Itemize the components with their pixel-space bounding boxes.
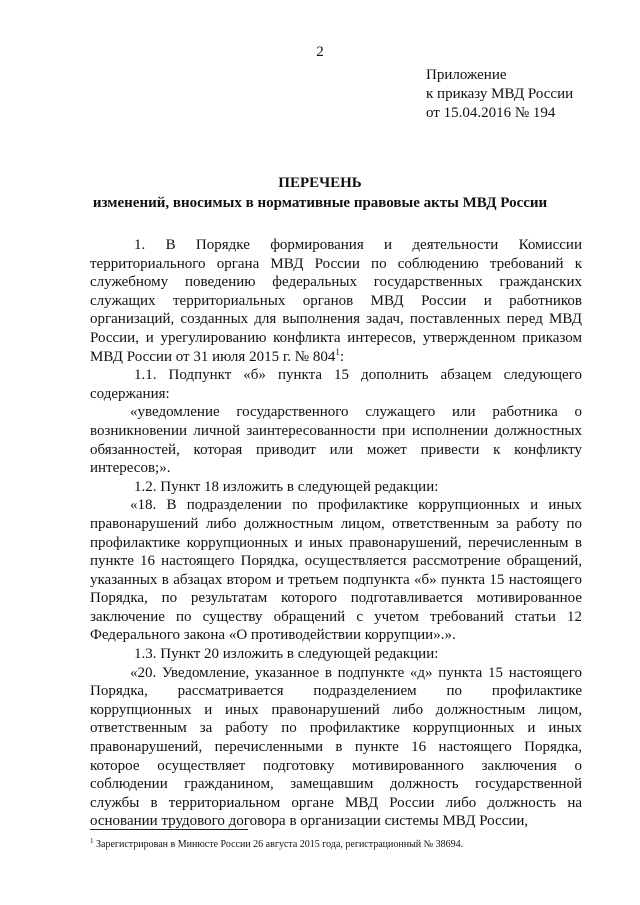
title-subheading: изменений, вносимых в нормативные правовые акты МВД России [92,195,548,211]
paragraph-quote-item-18: «18. В подразделении по профилактике коррупционных и иных правонарушений либо должностным лицом, ответственным за работу по профилактике коррупционных и иных правонарушений, перечисленным в пункте 16 настоящего Порядка, осуществляется рассмотрение обращений, указанных в абзацах втором и третьем подпункта «б» пункта 15 настоящего Порядка, по результатам которого подготавливается мотивированное заключение по существу обращений с учетом требований статьи 12 Федерального закона «О противодействии коррупции».». [90,497,582,644]
page-number: 2 [316,44,324,60]
appendix-label: Приложение [426,67,507,83]
footnote-text: Зарегистрирован в Минюсте России 26 августа 2015 года, регистрационный № 38694. [96,839,464,850]
paragraph-quote-notification: «уведомление государственного служащего или работника о возникновении личной заинтересованности при исполнении должностных обязанностей, которая приводит или может привести к конфликту интересов;». [90,404,582,477]
footnote-reference: 1 [335,346,340,357]
title-heading: ПЕРЕЧЕНЬ [278,175,362,191]
document-title [0,173,640,213]
appendix-block [426,66,573,123]
footnote [90,838,580,851]
paragraph-quote-item-20: «20. Уведомление, указанное в подпункте «д» пункта 15 настоящего Порядка, рассматривается подразделением по профилактике коррупционных и иных правонарушений либо должностным лицом, ответственным за работу по профилактике коррупционных и иных правонарушений, перечисленными в пункте 16 настоящего Порядка, которое осуществляет подготовку мотивированного заключения о соблюдении гражданином, замещавшим должность государственной службы в территориальном органе МВД России либо должность на основании трудового договора в организации системы МВД России, [90,664,582,830]
appendix-order-reference: к приказу МВД России [426,86,574,102]
document-body [90,236,582,831]
footnote-marker: 1 [90,837,94,845]
paragraph-1-2: 1.2. Пункт 18 изложить в следующей редакции: [134,478,439,495]
paragraph-1-1: 1.1. Подпункт «б» пункта 15 дополнить абзацем следующего содержания: [90,367,582,402]
appendix-order-date-number: от 15.04.2016 № 194 [426,105,556,121]
paragraph-1-3: 1.3. Пункт 20 изложить в следующей редакции: [134,646,439,663]
footnote-divider [90,829,248,830]
paragraph-1-end: : [339,348,345,365]
paragraph-1-text: 1. В Порядке формирования и деятельности Комиссии территориального органа МВД России по соблюдению требований к служебному поведению федеральных государственных гражданских служащих территориальных органов МВД России и работников организаций, созданных для выполнения задач, поставленных перед МВД России, и урегулированию конфликта интересов, утвержденном приказом МВД России от 31 июля 2015 г. № 804 [90,237,582,365]
paragraph-1 [90,236,582,366]
